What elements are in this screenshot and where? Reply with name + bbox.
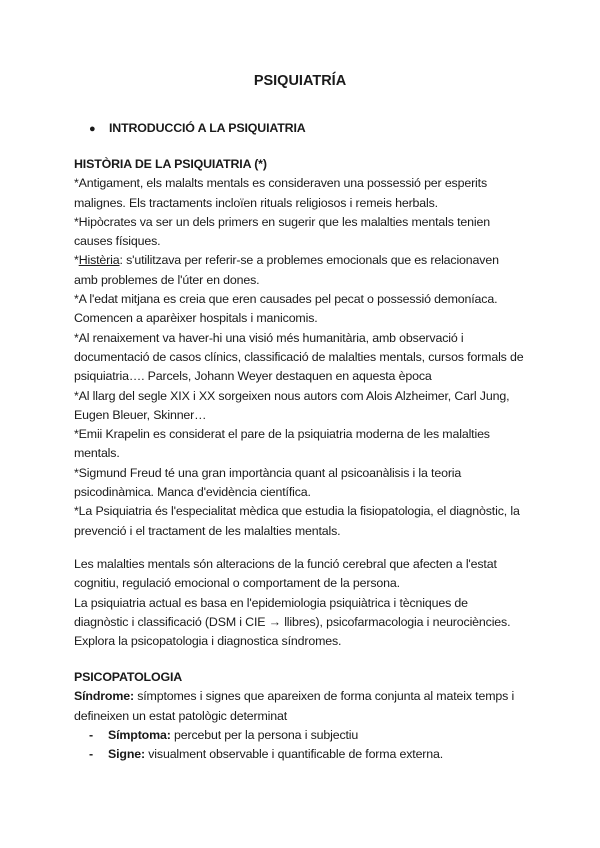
definition-line: Les malalties mentals són alteracions de la funció cerebral que afecten a l'estat [74, 557, 497, 571]
definition-line: La psiquiatria actual es basa en l'epidemiologia psiquiàtrica i tècniques de [74, 595, 468, 610]
dash-marker: - [89, 728, 93, 742]
list-item [89, 745, 443, 764]
signe-text: visualment observable i quantificable de forma externa. [144, 747, 444, 762]
definition-line: diagnòstic i classificació (DSM i CIE → llibres), psicofarmacologia i neurociències. [74, 614, 511, 629]
history-line: causes físiques. [74, 234, 161, 249]
sindrome-text: símptomes i signes que apareixen de forma conjunta al mateix temps i [133, 689, 515, 704]
history-line: *Sigmund Freud té una gran importància quant al psicoanàlisis i la teoria [74, 465, 462, 480]
definition-line: cognitiu, regulació emocional o comportament de la persona. [74, 576, 400, 591]
psicopatologia-list [89, 726, 443, 765]
history-line: Eugen Bleuer, Skinner… [74, 407, 207, 422]
bullet-dot-icon: ● [89, 123, 96, 135]
history-heading: HISTÒRIA DE LA PSIQUIATRIA (*) [74, 157, 267, 171]
history-line: documentació de casos clínics, classificació de malalties mentals, cursos formals de [74, 349, 524, 364]
history-line: *Al llarg del segle XIX i XX sorgeixen nous autors com Alois Alzheimer, Carl Jung, [74, 388, 510, 403]
simptoma-term: Símptoma: [108, 728, 171, 742]
sindrome-line [74, 687, 534, 706]
list-item [89, 726, 443, 745]
history-line: *Hipòcrates va ser un dels primers en sugerir que les malalties mentals tenien [74, 214, 490, 229]
page-title: PSIQUIATRÍA [253, 73, 347, 89]
sindrome-line: defineixen un estat patològic determinat [74, 708, 288, 723]
histeria-text: : s'utilitzava per referir-se a problemes emocionals que es relacionaven [119, 253, 499, 268]
history-line: *Antigament, els malalts mentals es consideraven una possessió per esperits [74, 176, 488, 191]
intro-bullet [89, 121, 306, 135]
dash-marker: - [89, 747, 93, 762]
definition-line: Explora la psicopatologia i diagnostica síndromes. [74, 634, 342, 649]
psicopatologia-heading: PSICOPATOLOGIA [74, 670, 183, 684]
history-line: mentals. [74, 446, 120, 461]
history-asterisk: * [74, 253, 79, 268]
history-line: psicodinàmica. Manca d'evidència científica. [74, 485, 311, 500]
history-line: psiquiatria…. Parcels, Johann Weyer destaquen en aquesta època [74, 369, 432, 384]
simptoma-text: percebut per la persona i subjectiu [170, 728, 359, 742]
psicopatologia-section [74, 668, 534, 726]
intro-bullet-text: INTRODUCCIÓ A LA PSIQUIATRIA [109, 121, 306, 135]
history-line: malignes. Els tractaments incloïen rituals religiosos i remeis herbals. [74, 195, 438, 210]
history-line: *Al renaixement va haver-hi una visió més humanitària, amb observació i [74, 330, 464, 345]
history-line: *Emii Krapelin es considerat el pare de la psiquiatria moderna de les malalties [74, 427, 490, 442]
history-line: *La Psiquiatria és l'especialitat mèdica que estudia la fisiopatologia, el diagnòstic, la [74, 504, 520, 519]
history-line: *A l'edat mitjana es creia que eren causades pel pecat o possessió demoníaca. [74, 292, 498, 307]
history-line: amb problemes de l'úter en dones. [74, 272, 260, 287]
sindrome-term: Síndrome: [74, 689, 134, 704]
history-line: prevenció i el tractament de les malalties mentals. [74, 523, 341, 538]
histeria-term: Histèria [78, 253, 120, 268]
history-line [74, 251, 534, 270]
definition-section [74, 555, 534, 651]
history-section [74, 155, 534, 541]
history-line: Comencen a aparèixer hospitals i manicomis. [74, 311, 318, 326]
signe-term: Signe: [108, 747, 145, 762]
